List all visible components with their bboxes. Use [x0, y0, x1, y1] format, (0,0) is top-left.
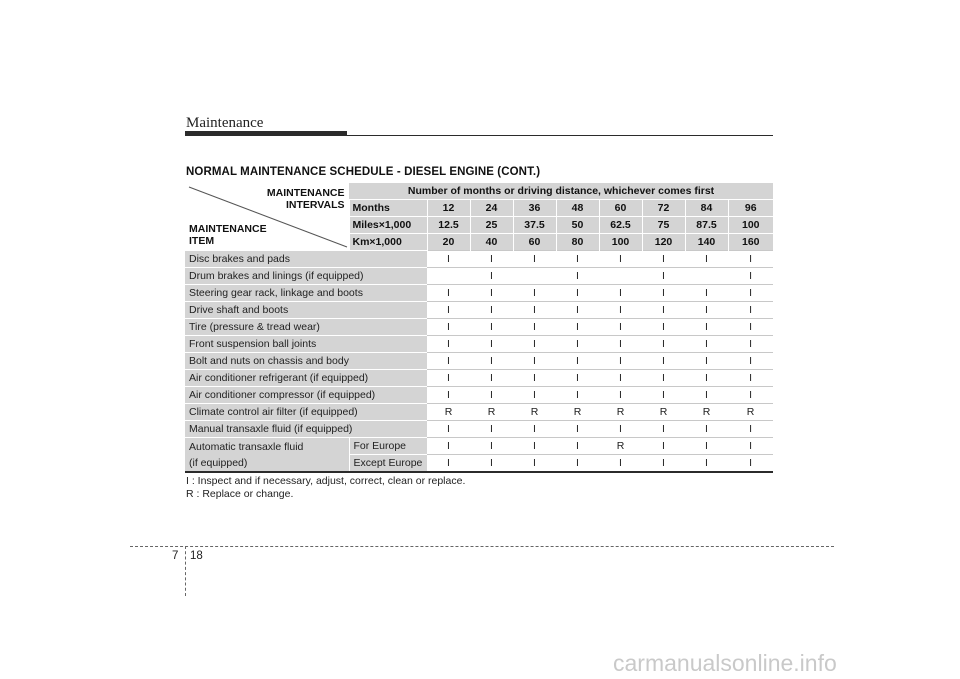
- row-value: I: [599, 353, 642, 370]
- row-value: R: [685, 404, 728, 421]
- row-value: I: [470, 251, 513, 268]
- row-value: [685, 268, 728, 285]
- months-row-value: 36: [513, 200, 556, 217]
- row-value: I: [685, 438, 728, 455]
- header-row-span: [185, 183, 773, 200]
- footer-vertical-dash: [185, 546, 186, 596]
- row-value: I: [685, 387, 728, 404]
- row-value: I: [556, 438, 599, 455]
- row-value: I: [470, 438, 513, 455]
- months-row-value: 60: [599, 200, 642, 217]
- row-value: I: [728, 421, 773, 438]
- row-value: I: [470, 455, 513, 473]
- row-value: I: [556, 455, 599, 473]
- row-item-label: Tire (pressure & tread wear): [185, 319, 427, 336]
- row-value: I: [599, 302, 642, 319]
- row-value: R: [427, 404, 470, 421]
- miles-row-value: 87.5: [685, 217, 728, 234]
- miles-row-value: 37.5: [513, 217, 556, 234]
- row-value: R: [513, 404, 556, 421]
- row-value: I: [685, 302, 728, 319]
- row-value: I: [599, 455, 642, 473]
- km-row-value: 140: [685, 234, 728, 251]
- row-value: I: [470, 370, 513, 387]
- europe-label: For Europe: [349, 438, 427, 455]
- km-row-value: 160: [728, 234, 773, 251]
- except-europe-label: Except Europe: [349, 455, 427, 473]
- row-value: I: [728, 370, 773, 387]
- row-value: R: [599, 404, 642, 421]
- row-value: R: [728, 404, 773, 421]
- row-value: I: [599, 421, 642, 438]
- row-value: I: [556, 302, 599, 319]
- row-value: R: [556, 404, 599, 421]
- row-value: I: [470, 336, 513, 353]
- row-value: I: [642, 438, 685, 455]
- row-value: I: [556, 336, 599, 353]
- months-row-value: 12: [427, 200, 470, 217]
- row-value: I: [470, 421, 513, 438]
- row-value: I: [642, 455, 685, 473]
- row-value: I: [513, 302, 556, 319]
- row-item-label: Climate control air filter (if equipped): [185, 404, 427, 421]
- row-value: I: [470, 302, 513, 319]
- months-row-value: 48: [556, 200, 599, 217]
- chapter-number: 7: [172, 550, 179, 562]
- row-value: I: [513, 285, 556, 302]
- corner-top-line: MAINTENANCE: [266, 186, 345, 199]
- row-value: I: [728, 455, 773, 473]
- row-value: I: [513, 319, 556, 336]
- auto-line2: (if equipped): [189, 456, 248, 469]
- row-value: I: [685, 353, 728, 370]
- row-item-label: Bolt and nuts on chassis and body: [185, 353, 427, 370]
- row-value: I: [427, 319, 470, 336]
- table-row: [185, 336, 773, 353]
- row-value: I: [513, 251, 556, 268]
- row-item-label: Air conditioner refrigerant (if equipped): [185, 370, 427, 387]
- row-value: I: [642, 387, 685, 404]
- row-item-label: Manual transaxle fluid (if equipped): [185, 421, 427, 438]
- auto-transaxle-label: [185, 438, 349, 473]
- row-value: I: [685, 455, 728, 473]
- row-value: I: [556, 353, 599, 370]
- row-value: I: [427, 251, 470, 268]
- row-value: I: [427, 285, 470, 302]
- row-value: I: [427, 438, 470, 455]
- row-value: I: [642, 370, 685, 387]
- row-item-label: Front suspension ball joints: [185, 336, 427, 353]
- row-value: I: [642, 421, 685, 438]
- row-value: I: [642, 251, 685, 268]
- row-value: I: [728, 251, 773, 268]
- months-row-label: Months: [349, 200, 427, 217]
- row-value: I: [599, 370, 642, 387]
- row-value: I: [599, 336, 642, 353]
- row-value: I: [470, 387, 513, 404]
- row-value: I: [513, 387, 556, 404]
- legend-inspect: I : Inspect and if necessary, adjust, correct, clean or replace.: [186, 475, 466, 487]
- row-value: I: [556, 268, 599, 285]
- row-value: I: [642, 319, 685, 336]
- months-row-value: 72: [642, 200, 685, 217]
- legend: [186, 475, 465, 501]
- row-value: I: [513, 353, 556, 370]
- row-value: I: [685, 370, 728, 387]
- row-value: I: [685, 421, 728, 438]
- row-value: I: [599, 251, 642, 268]
- footer-dashed-rule: [130, 546, 834, 547]
- row-value: I: [556, 387, 599, 404]
- table-row: [185, 268, 773, 285]
- table-row: [185, 421, 773, 438]
- km-row-value: 60: [513, 234, 556, 251]
- row-value: [599, 268, 642, 285]
- row-item-label: Disc brakes and pads: [185, 251, 427, 268]
- row-value: I: [728, 285, 773, 302]
- row-item-label: Steering gear rack, linkage and boots: [185, 285, 427, 302]
- row-value: [427, 268, 470, 285]
- row-value: I: [728, 336, 773, 353]
- row-value: I: [427, 387, 470, 404]
- row-value: I: [642, 336, 685, 353]
- km-row-value: 20: [427, 234, 470, 251]
- table-row: [185, 319, 773, 336]
- table-row: [185, 387, 773, 404]
- row-value: I: [642, 302, 685, 319]
- header-rule-thin: [185, 135, 773, 136]
- months-row-value: 24: [470, 200, 513, 217]
- table-row: [185, 370, 773, 387]
- miles-row-value: 100: [728, 217, 773, 234]
- miles-row-label: Miles×1,000: [349, 217, 427, 234]
- row-value: I: [556, 370, 599, 387]
- table-row: [185, 353, 773, 370]
- miles-row-value: 75: [642, 217, 685, 234]
- row-value: I: [470, 268, 513, 285]
- row-value: I: [685, 251, 728, 268]
- table-row: [185, 404, 773, 421]
- corner-diagonal: [185, 185, 349, 249]
- row-value: I: [513, 438, 556, 455]
- row-item-label: Air conditioner compressor (if equipped): [185, 387, 427, 404]
- km-row-value: 40: [470, 234, 513, 251]
- row-value: I: [513, 421, 556, 438]
- section-header: Maintenance: [186, 115, 264, 131]
- schedule-table: [185, 183, 773, 473]
- row-value: I: [427, 370, 470, 387]
- row-value: R: [470, 404, 513, 421]
- legend-replace: R : Replace or change.: [186, 488, 294, 500]
- row-value: I: [556, 251, 599, 268]
- miles-row-value: 25: [470, 217, 513, 234]
- row-value: I: [599, 319, 642, 336]
- row-value: I: [556, 319, 599, 336]
- corner-bottom-line: MAINTENANCE: [189, 222, 267, 235]
- row-value: I: [728, 353, 773, 370]
- maintenance-table: [185, 183, 773, 473]
- row-value: I: [728, 268, 773, 285]
- row-value: I: [427, 421, 470, 438]
- row-value: I: [728, 302, 773, 319]
- row-value: I: [642, 268, 685, 285]
- auto-line1: Automatic transaxle fluid: [189, 440, 304, 453]
- row-value: I: [556, 285, 599, 302]
- corner-top-line: INTERVALS: [285, 198, 345, 211]
- row-value: I: [728, 387, 773, 404]
- page-title: NORMAL MAINTENANCE SCHEDULE - DIESEL ENGINE (CONT.): [186, 166, 541, 178]
- months-row-value: 96: [728, 200, 773, 217]
- row-item-label: Drum brakes and linings (if equipped): [185, 268, 427, 285]
- row-value: R: [642, 404, 685, 421]
- table-row: [185, 251, 773, 268]
- row-value: I: [427, 455, 470, 473]
- row-value: I: [599, 387, 642, 404]
- km-row-value: 100: [599, 234, 642, 251]
- table-row-auto-europe: [185, 438, 773, 455]
- corner-intervals-label: [267, 187, 345, 211]
- row-value: I: [556, 421, 599, 438]
- row-value: I: [513, 370, 556, 387]
- km-row-value: 80: [556, 234, 599, 251]
- table-row: [185, 302, 773, 319]
- row-value: I: [685, 285, 728, 302]
- row-value: I: [599, 285, 642, 302]
- row-value: I: [470, 353, 513, 370]
- table-row: [185, 285, 773, 302]
- row-value: [513, 268, 556, 285]
- months-row-value: 84: [685, 200, 728, 217]
- corner-bottom-line: ITEM: [189, 234, 215, 247]
- miles-row-value: 50: [556, 217, 599, 234]
- row-value: I: [427, 302, 470, 319]
- corner-cell: [185, 183, 349, 251]
- row-value: I: [427, 336, 470, 353]
- km-row-label: Km×1,000: [349, 234, 427, 251]
- row-value: I: [642, 285, 685, 302]
- page-number: 18: [190, 550, 203, 562]
- span-header: Number of months or driving distance, whichever comes first: [349, 183, 773, 200]
- row-value: I: [427, 353, 470, 370]
- row-value: I: [728, 319, 773, 336]
- row-value: I: [470, 319, 513, 336]
- row-value: R: [599, 438, 642, 455]
- km-row-value: 120: [642, 234, 685, 251]
- row-item-label: Drive shaft and boots: [185, 302, 427, 319]
- watermark: carmanualsonline.info: [613, 650, 837, 676]
- row-value: I: [685, 336, 728, 353]
- corner-item-label: [189, 223, 267, 247]
- row-value: I: [513, 336, 556, 353]
- row-value: I: [470, 285, 513, 302]
- row-value: I: [728, 438, 773, 455]
- miles-row-value: 12.5: [427, 217, 470, 234]
- row-value: I: [513, 455, 556, 473]
- row-value: I: [642, 353, 685, 370]
- miles-row-value: 62.5: [599, 217, 642, 234]
- row-value: I: [685, 319, 728, 336]
